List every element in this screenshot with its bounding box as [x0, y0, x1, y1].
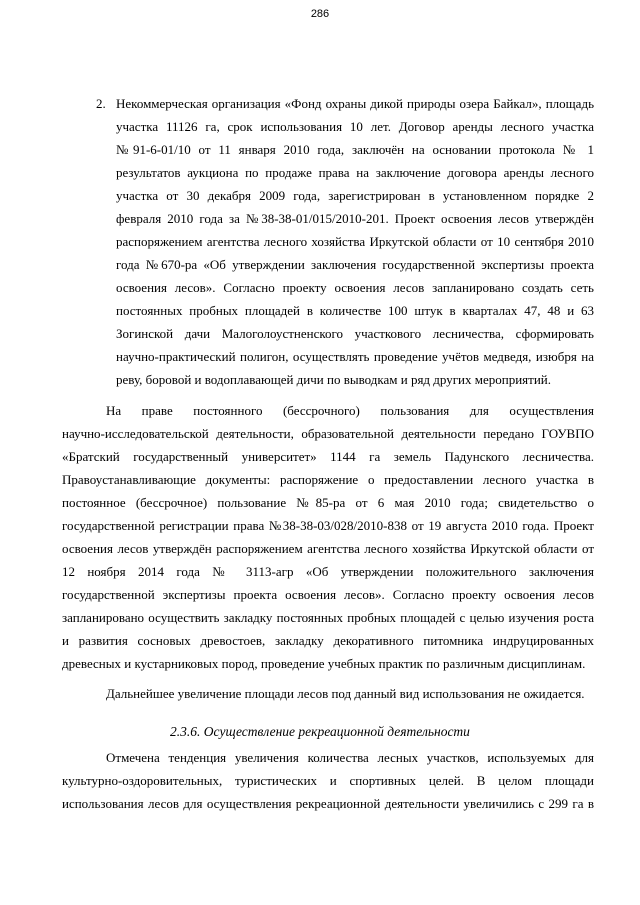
text-line: освоения лесов». Согласно проекту освоения лесов запланировано создать сеть: [116, 280, 594, 295]
text-line: участка 11126 га, срок использования 10 лет. Договор аренды лесного участка: [116, 119, 594, 134]
text-line: культурно-оздоровительных, туристических и спортивных целей. В целом площади: [62, 773, 594, 788]
paragraph-no-increase: Дальнейшее увеличение площади лесов под данный вид использования не ожидается.: [106, 686, 585, 701]
item-2-marker: 2.: [96, 96, 106, 111]
text-line: государственной регистрации права №38-38-03/028/2010-838 от 19 августа 2010 года. Проект: [62, 518, 594, 533]
text-line: реву, боровой и водоплавающей дичи по выводкам и ряд других мероприятий.: [116, 372, 551, 387]
text-line: постоянных пробных площадей в количестве 100 штук в кварталах 47, 48 и 63: [116, 303, 594, 318]
section-heading: 2.3.6. Осуществление рекреационной деятельности: [170, 724, 470, 739]
text-line: постоянное (бессрочное) пользование №85-ра от 6 мая 2010 года; свидетельство о: [62, 495, 594, 510]
text-line: запланировано осуществить закладку постоянных пробных площадей с целью изучения роста: [62, 610, 594, 625]
text-line: освоения лесов утверждён распоряжением агентства лесного хозяйства Иркутской области от: [62, 541, 594, 556]
text-line: государственной экспертизы проекта освоения лесов». Согласно проекту освоения лесов: [62, 587, 594, 602]
text-line: Зогинской дачи Малоголоустненского участкового лесничества, сформировать: [116, 326, 594, 341]
text-line: научно-практический полигон, осуществлять проведение учётов медведя, изюбря на: [116, 349, 594, 364]
text-line: участка от 30 декабря 2009 года, зарегистрирован в установленном порядке 2: [116, 188, 594, 203]
text-line: древесных и кустарниковых пород, проведение учебных практик по различным дисциплинам.: [62, 656, 586, 671]
text-line: 12 ноября 2014 года № 3113-агр «Об утверждении положительного заключения: [62, 564, 594, 579]
page-number: 286: [310, 8, 330, 20]
text-line: научно-исследовательской деятельности, образовательной деятельности передано ГОУВПО: [62, 426, 594, 441]
text-line: На праве постоянного (бессрочного) пользования для осуществления: [106, 403, 594, 418]
text-line: Отмечена тенденция увеличения количества лесных участков, используемых для: [106, 750, 594, 765]
text-line: распоряжением агентства лесного хозяйства Иркутской области от 10 сентября 2010: [116, 234, 594, 249]
text-line: №91-6-01/10 от 11 января 2010 года, заключён на основании протокола № 1: [116, 142, 594, 157]
text-line: Правоустанавливающие документы: распоряжение о предоставлении лесного участка в: [62, 472, 594, 487]
text-line: «Братский государственный университет» 1144 га земель Падунского лесничества.: [62, 449, 594, 464]
text-line: февраля 2010 года за №38-38-01/015/2010-201. Проект освоения лесов утверждён: [116, 211, 594, 226]
text-line: года №670-ра «Об утверждении заключения государственной экспертизы проекта: [116, 257, 594, 272]
text-line: Некоммерческая организация «Фонд охраны дикой природы озера Байкал», площадь: [116, 96, 594, 111]
text-line: результатов аукциона по продаже права на заключение договора аренды лесного: [116, 165, 594, 180]
text-line: и развития сосновых древостоев, закладку декоративного питомника индруцированных: [62, 633, 594, 648]
text-line: использования лесов для осуществления рекреационной деятельности увеличились с 299 га в: [62, 796, 594, 811]
